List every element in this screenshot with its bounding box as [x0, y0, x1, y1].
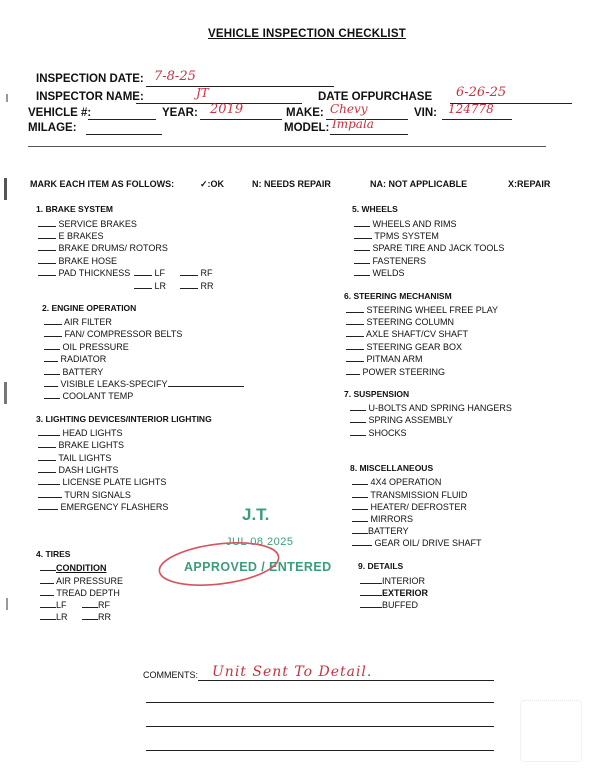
- stamp-date: JUL 08 2025: [226, 536, 294, 548]
- legend-repair: X:REPAIR: [508, 179, 551, 189]
- check-blank[interactable]: [354, 217, 370, 227]
- pad-lf[interactable]: LF: [134, 266, 165, 278]
- list-item[interactable]: PITMAN ARM: [346, 352, 423, 364]
- check-blank[interactable]: [40, 574, 54, 584]
- list-item[interactable]: FAN/ COMPRESSOR BELTS: [44, 327, 182, 339]
- list-item[interactable]: AXLE SHAFT/CV SHAFT: [346, 327, 468, 339]
- legend-ok: ✓:OK: [200, 179, 225, 189]
- tire-lr[interactable]: LR: [40, 610, 68, 622]
- section-title-lighting: 3. LIGHTING DEVICES/INTERIOR LIGHTING: [36, 414, 212, 424]
- purchase-date-value[interactable]: 6-26-25: [456, 85, 507, 100]
- list-item[interactable]: AIR FILTER: [44, 315, 112, 327]
- check-blank[interactable]: [346, 352, 364, 362]
- tire-rr[interactable]: RR: [82, 610, 111, 622]
- section-title-brake: 1. BRAKE SYSTEM: [36, 204, 113, 214]
- leaks-specify-line[interactable]: [168, 377, 244, 387]
- check-blank[interactable]: [352, 500, 368, 510]
- check-blank[interactable]: [44, 315, 62, 325]
- check-blank[interactable]: [38, 500, 58, 510]
- check-blank[interactable]: [38, 426, 60, 436]
- list-item[interactable]: BUFFED: [360, 598, 418, 610]
- check-blank[interactable]: [352, 524, 368, 534]
- list-item[interactable]: BATTERY: [352, 524, 409, 536]
- check-blank[interactable]: [44, 327, 62, 337]
- list-item[interactable]: TURN SIGNALS: [38, 488, 131, 500]
- legend-not-applicable: NA: NOT APPLICABLE: [370, 179, 468, 189]
- model-line: [330, 134, 408, 135]
- check-blank[interactable]: [40, 586, 54, 596]
- model-label: MODEL:: [284, 122, 330, 134]
- list-item[interactable]: CONDITION: [40, 561, 107, 573]
- check-blank[interactable]: [360, 586, 382, 596]
- check-blank[interactable]: [346, 315, 364, 325]
- stamp-circle-icon: [154, 538, 284, 588]
- section-title-steering: 6. STEERING MECHANISM: [344, 291, 452, 301]
- scan-mark: [6, 598, 8, 610]
- list-item[interactable]: SPRING ASSEMBLY: [350, 413, 453, 425]
- check-blank[interactable]: [346, 340, 364, 350]
- check-blank[interactable]: [38, 266, 56, 276]
- inspection-date-label: INSPECTION DATE:: [36, 73, 144, 85]
- list-item[interactable]: BRAKE DRUMS/ ROTORS: [38, 241, 168, 253]
- check-blank[interactable]: [350, 426, 366, 436]
- check-blank[interactable]: [38, 217, 56, 227]
- section-title-tires: 4. TIRES: [36, 549, 71, 559]
- inspection-date-value[interactable]: 7-8-25: [154, 69, 196, 84]
- list-item[interactable]: RADIATOR: [44, 352, 106, 364]
- check-blank[interactable]: [38, 241, 56, 251]
- list-item[interactable]: OIL PRESSURE: [44, 340, 129, 352]
- stamp-status: APPROVED / ENTERED: [184, 560, 332, 574]
- scan-mark: [4, 382, 7, 404]
- list-item[interactable]: SPARE TIRE AND JACK TOOLS: [354, 241, 504, 253]
- comments-line-3: [146, 726, 494, 727]
- make-value[interactable]: Chevy: [330, 102, 368, 116]
- comments-line-2: [146, 702, 494, 703]
- list-item[interactable]: DASH LIGHTS: [38, 463, 119, 475]
- check-blank[interactable]: [40, 561, 56, 571]
- vin-line: [442, 119, 512, 120]
- list-item[interactable]: HEATER/ DEFROSTER: [352, 500, 467, 512]
- list-item[interactable]: COOLANT TEMP: [44, 389, 133, 401]
- document-title: VEHICLE INSPECTION CHECKLIST: [208, 28, 406, 40]
- check-blank[interactable]: [346, 303, 364, 313]
- milage-line: [86, 134, 162, 135]
- list-item[interactable]: BRAKE HOSE: [38, 254, 117, 266]
- check-blank[interactable]: [38, 438, 56, 448]
- comments-label: COMMENTS:: [143, 670, 198, 680]
- vin-value[interactable]: 124778: [448, 102, 494, 116]
- list-item[interactable]: SHOCKS: [350, 426, 407, 438]
- check-blank[interactable]: [352, 512, 368, 522]
- list-item[interactable]: BRAKE LIGHTS: [38, 438, 124, 450]
- vehicle-number-line: [88, 119, 156, 120]
- list-item[interactable]: 4X4 OPERATION: [352, 475, 441, 487]
- vin-label: VIN:: [414, 107, 437, 119]
- check-blank[interactable]: [354, 241, 370, 251]
- scan-noise: [520, 700, 582, 762]
- check-blank[interactable]: [38, 451, 56, 461]
- make-label: MAKE:: [286, 107, 324, 119]
- list-item[interactable]: HEAD LIGHTS: [38, 426, 123, 438]
- section-title-misc: 8. MISCELLANEOUS: [350, 463, 434, 473]
- list-item[interactable]: WHEELS AND RIMS: [354, 217, 457, 229]
- check-blank[interactable]: [44, 340, 60, 350]
- comments-line-4: [146, 750, 494, 751]
- purchase-date-label: DATE OFPURCHASE: [318, 91, 433, 103]
- list-item[interactable]: STEERING COLUMN: [346, 315, 454, 327]
- list-item[interactable]: INTERIOR: [360, 574, 425, 586]
- header-divider: [28, 146, 546, 147]
- legend-instruction: MARK EACH ITEM AS FOLLOWS:: [30, 179, 175, 189]
- list-item[interactable]: STEERING WHEEL FREE PLAY: [346, 303, 498, 315]
- check-blank[interactable]: [44, 377, 58, 387]
- pad-lr[interactable]: LR: [134, 279, 166, 291]
- year-line: [200, 119, 282, 120]
- check-blank[interactable]: [350, 401, 366, 411]
- check-blank[interactable]: [38, 488, 62, 498]
- inspector-name-value[interactable]: JT: [196, 86, 209, 100]
- list-item[interactable]: TPMS SYSTEM: [354, 229, 439, 241]
- check-blank[interactable]: [360, 598, 382, 608]
- check-blank[interactable]: [44, 352, 58, 362]
- list-item[interactable]: EMERGENCY FLASHERS: [38, 500, 168, 512]
- list-item[interactable]: MIRRORS: [352, 512, 413, 524]
- list-item[interactable]: SERVICE BRAKES: [38, 217, 137, 229]
- check-blank[interactable]: [346, 327, 364, 337]
- list-item[interactable]: FASTENERS: [354, 254, 426, 266]
- check-blank[interactable]: [354, 254, 370, 264]
- list-item[interactable]: E BRAKES: [38, 229, 104, 241]
- check-blank[interactable]: [44, 389, 60, 399]
- list-item[interactable]: VISIBLE LEAKS-SPECIFY: [44, 377, 244, 389]
- check-blank[interactable]: [346, 365, 360, 375]
- list-item[interactable]: AIR PRESSURE: [40, 574, 123, 586]
- check-blank[interactable]: [38, 254, 56, 264]
- year-value[interactable]: 2019: [210, 102, 244, 117]
- inspection-date-line: [146, 86, 334, 87]
- list-item[interactable]: WELDS: [354, 266, 405, 278]
- check-blank[interactable]: [352, 475, 368, 485]
- scan-mark: [6, 94, 8, 102]
- check-blank[interactable]: [352, 536, 372, 546]
- check-blank[interactable]: [354, 229, 372, 239]
- list-item[interactable]: GEAR OIL/ DRIVE SHAFT: [352, 536, 482, 548]
- comments-value[interactable]: Unit Sent To Detail.: [212, 664, 373, 680]
- list-item[interactable]: POWER STEERING: [346, 365, 445, 377]
- list-item[interactable]: STEERING GEAR BOX: [346, 340, 462, 352]
- list-item[interactable]: LICENSE PLATE LIGHTS: [38, 475, 166, 487]
- list-item[interactable]: BATTERY: [44, 365, 103, 377]
- year-label: YEAR:: [162, 107, 198, 119]
- inspector-name-label: INSPECTOR NAME:: [36, 91, 144, 103]
- legend-needs-repair: N: NEEDS REPAIR: [252, 179, 331, 189]
- list-item[interactable]: EXTERIOR: [360, 586, 428, 598]
- milage-label: MILAGE:: [28, 122, 77, 134]
- check-blank[interactable]: [352, 488, 368, 498]
- check-blank[interactable]: [38, 475, 60, 485]
- check-blank[interactable]: [38, 463, 56, 473]
- tire-rf[interactable]: RF: [82, 598, 110, 610]
- pad-rr[interactable]: RR: [180, 279, 214, 291]
- section-title-engine: 2. ENGINE OPERATION: [42, 303, 137, 313]
- check-blank[interactable]: [44, 365, 60, 375]
- check-blank[interactable]: [360, 574, 382, 584]
- vehicle-number-label: VEHICLE #:: [28, 107, 92, 119]
- list-item[interactable]: TREAD DEPTH: [40, 586, 120, 598]
- list-item[interactable]: TAIL LIGHTS: [38, 451, 111, 463]
- section-title-suspension: 7. SUSPENSION: [344, 389, 410, 399]
- comments-line-1: [198, 680, 494, 681]
- check-blank[interactable]: [354, 266, 370, 276]
- tire-lf[interactable]: LF: [40, 598, 67, 610]
- list-item[interactable]: PAD THICKNESS: [38, 266, 130, 278]
- model-value[interactable]: Impala: [332, 117, 374, 131]
- section-title-details: 9. DETAILS: [358, 561, 404, 571]
- check-blank[interactable]: [350, 413, 366, 423]
- pad-rf[interactable]: RF: [180, 266, 213, 278]
- check-blank[interactable]: [38, 229, 56, 239]
- section-title-wheels: 5. WHEELS: [352, 204, 398, 214]
- list-item[interactable]: U-BOLTS AND SPRING HANGERS: [350, 401, 512, 413]
- scan-mark: [4, 178, 7, 200]
- list-item[interactable]: TRANSMISSION FLUID: [352, 488, 467, 500]
- stamp-initials: J.T.: [242, 505, 270, 524]
